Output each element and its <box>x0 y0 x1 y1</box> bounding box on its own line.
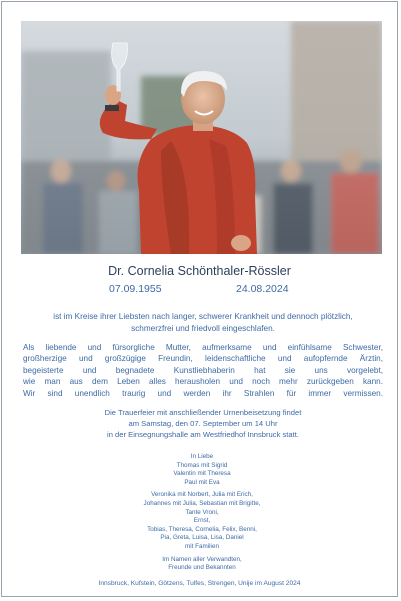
portrait-illustration <box>21 21 382 254</box>
death-date: 24.08.2024 <box>236 283 289 295</box>
service-line: Die Trauerfeier mit anschließender Urnenbeisetzung findet <box>104 408 302 417</box>
intro-line: ist im Kreise ihrer Liebsten nach langer, schwerer Krankheit und dennoch plötzlich, <box>53 312 353 321</box>
mourner-line: Veronika mit Norbert, Julia mit Erich, <box>151 491 253 499</box>
service-line: in der Einsegnungshalle am Westfriedhof Innsbruck statt. <box>107 429 299 439</box>
tribute-line: wie man aus dem Leben alles herausholen und noch mehr zurückgeben kann. <box>23 377 383 387</box>
tribute-paragraph <box>23 342 383 399</box>
mourner-line: Ernst, <box>193 517 211 525</box>
mourner-line: Freunde und Bekannten <box>168 564 236 572</box>
mourner-line: Paul mit Eva <box>184 478 220 486</box>
tribute-line: Wir sind unendlich traurig und werden ihr Strahlen für immer vermissen. <box>23 388 383 398</box>
intro-text <box>23 311 383 334</box>
mourner-line: Pia, Greta, Luisa, Lisa, Daniel <box>160 534 244 542</box>
mourner-line: Johannes mit Julia, Sebastian mit Brigitte, <box>143 499 261 507</box>
tribute-line: großherzige und großzügige Freundin, leidenschaftliche und aufopfernde Ärztin, <box>23 354 383 364</box>
mourner-line: mit Familien <box>185 542 219 550</box>
intro-line: schmerzfrei und friedvoll eingeschlafen. <box>131 323 275 333</box>
birth-date: 07.09.1955 <box>109 283 162 295</box>
mourner-line: Thomas mit Sigrid <box>176 461 228 469</box>
mourner-line: Im Namen aller Verwandten, <box>162 555 242 563</box>
places-and-date: Innsbruck, Kufstein, Götzens, Tulfes, Strengen, Unije im August 2024 <box>98 580 301 587</box>
obituary-card <box>1 1 398 597</box>
tribute-line: begeisterte und begnadete Kunstliebhaberin hat sie uns vorgelebt, <box>23 365 383 375</box>
funeral-service-info <box>23 408 383 440</box>
mourner-line: Valentin mit Theresa <box>173 470 231 478</box>
portrait-photo <box>21 21 382 254</box>
mourner-line: Tobias, Theresa, Cornelia, Felix, Benni, <box>147 525 257 533</box>
service-line: am Samstag, den 07. September um 14 Uhr <box>128 418 278 428</box>
mourner-line: In Liebe <box>190 453 214 460</box>
tribute-line: Als liebende und fürsorgliche Mutter, aufmerksame und einfühlsame Schwester, <box>23 343 383 352</box>
mourner-line: Tante Vroni, <box>185 508 219 516</box>
mourners-list <box>62 453 342 573</box>
deceased-name: Dr. Cornelia Schönthaler-Rössler <box>108 264 291 278</box>
